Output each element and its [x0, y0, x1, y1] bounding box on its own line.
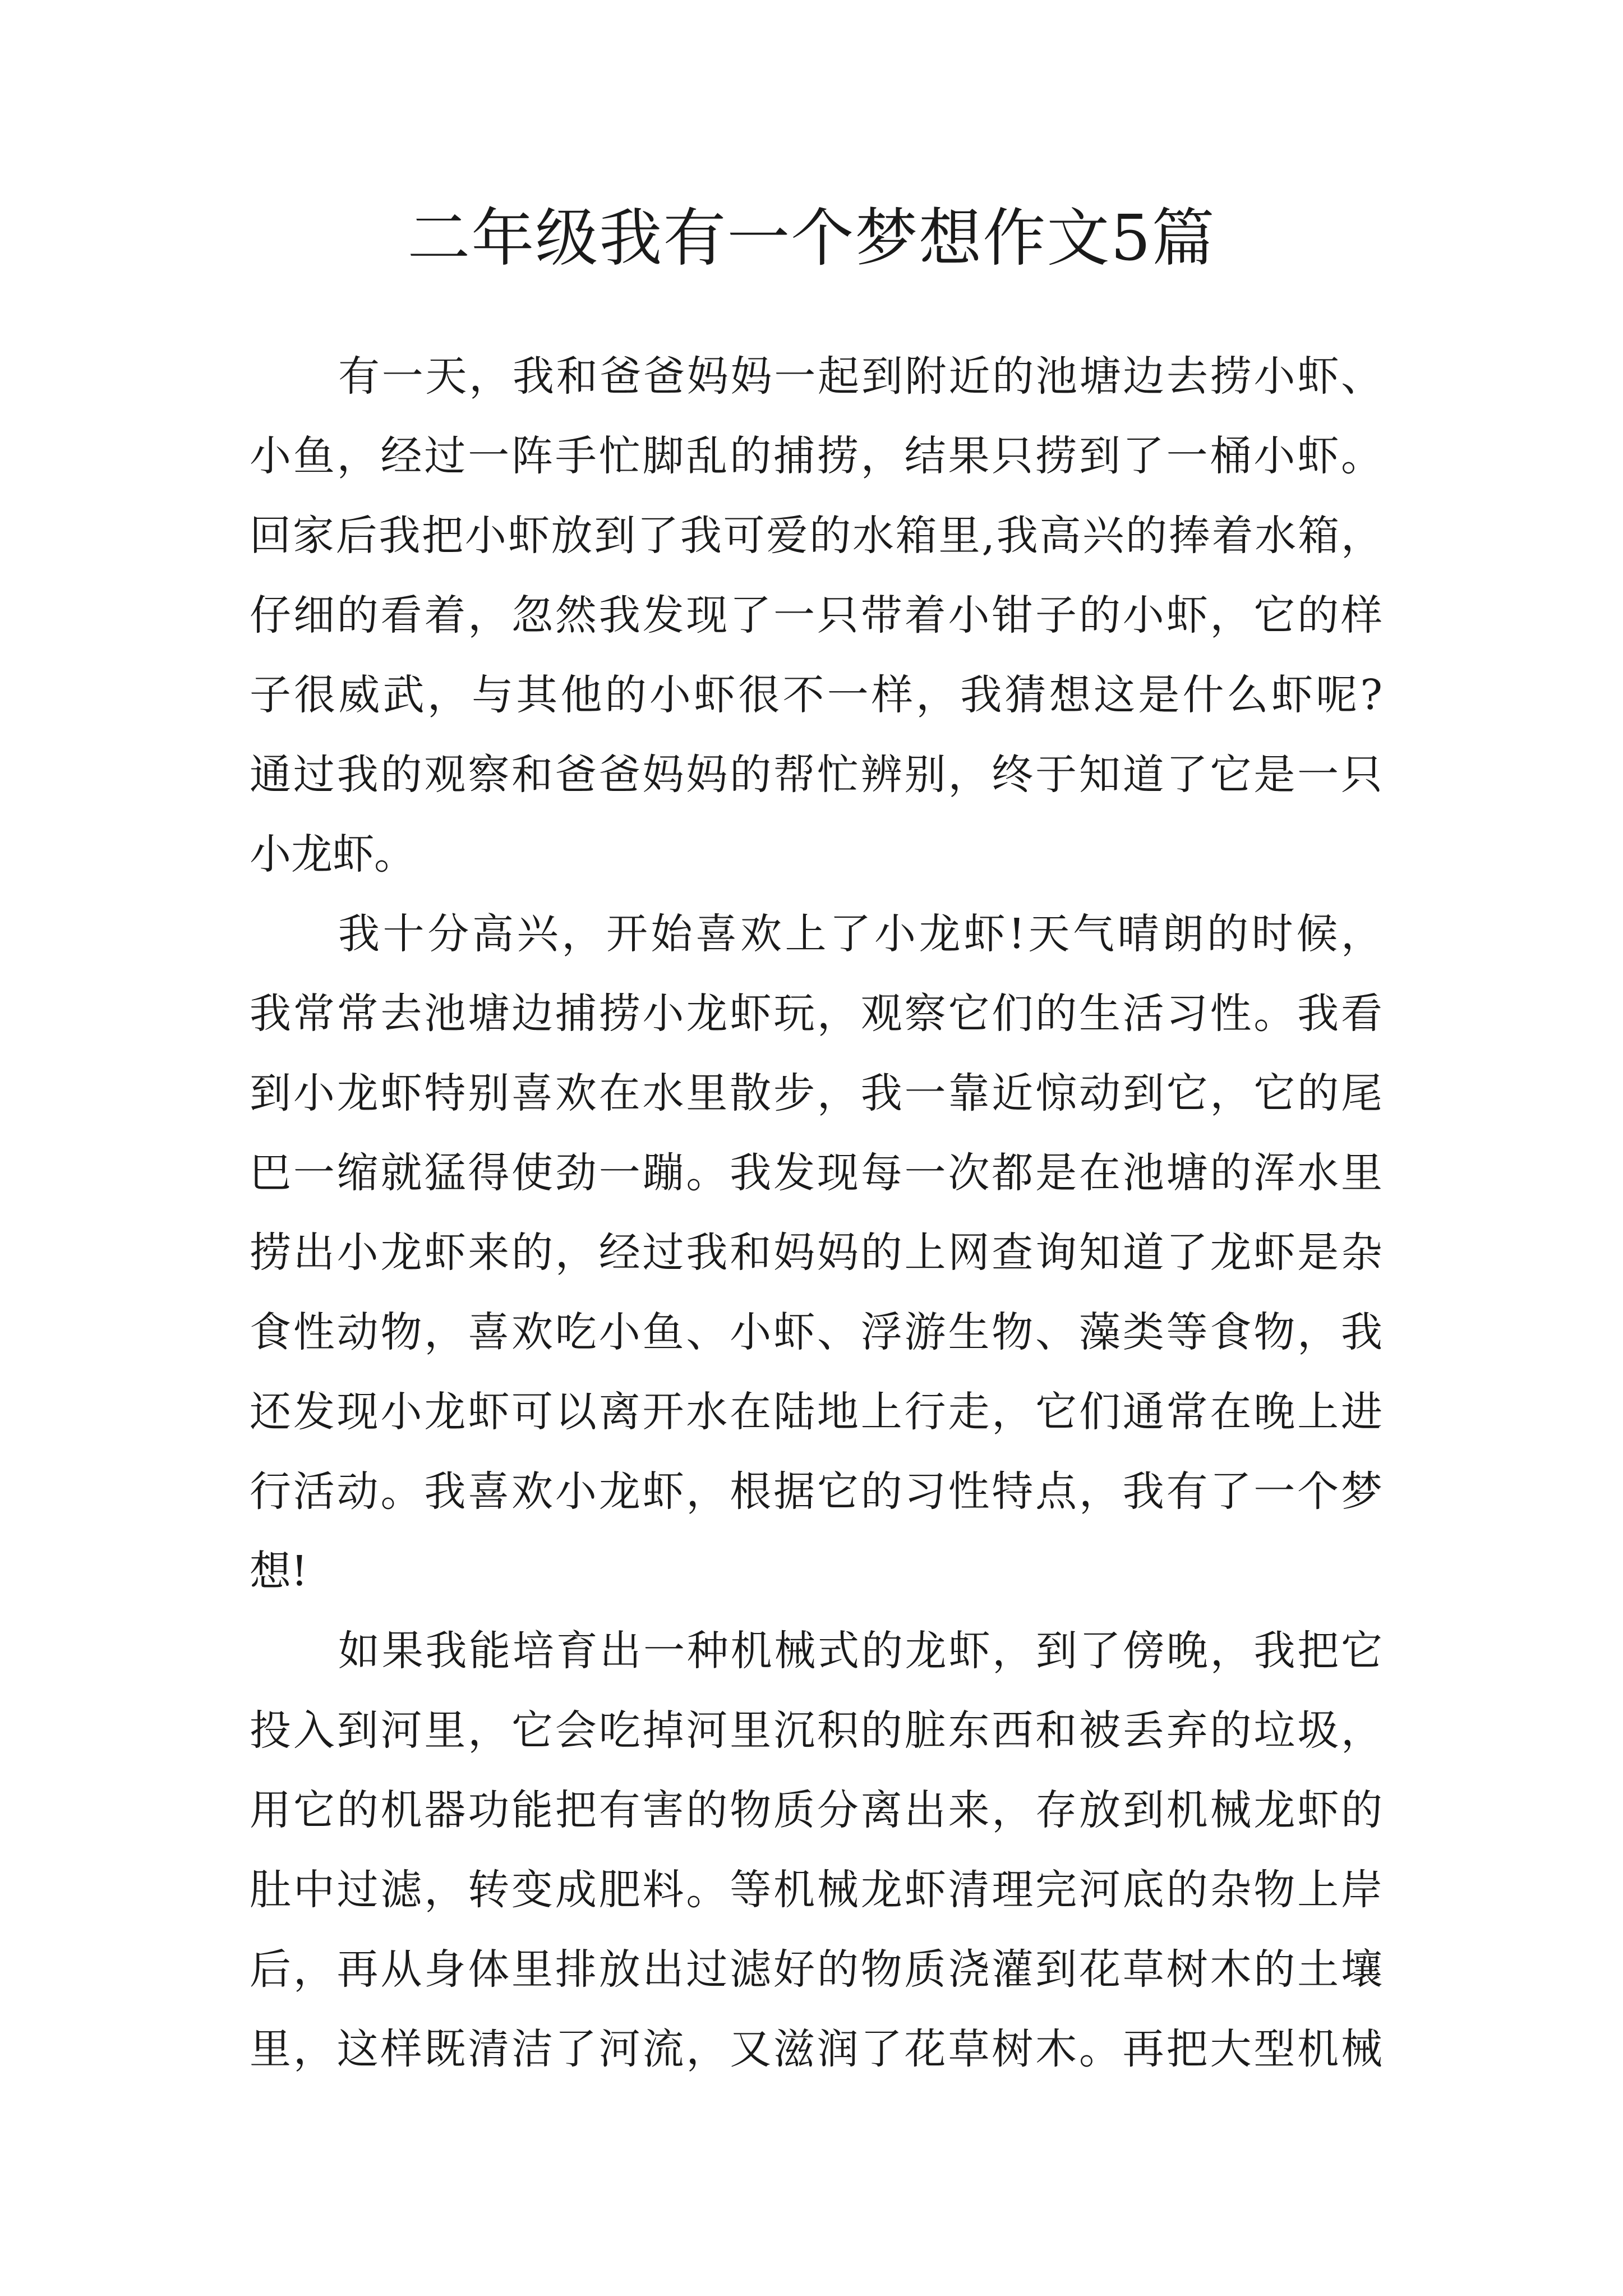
paragraph-2-line-8: 行活动。我喜欢小龙虾，根据它的习性特点，我有了一个梦	[250, 1467, 1382, 1516]
paragraph-2-line-1: 我十分高兴，开始喜欢上了小龙虾!天气晴朗的时候，	[338, 910, 1382, 958]
paragraph-1-line-7: 小龙虾。	[250, 830, 416, 878]
paragraph-1-line-2: 小鱼，经过一阵手忙脚乱的捕捞，结果只捞到了一桶小虾。	[250, 432, 1382, 480]
document-title: 二年级我有一个梦想作文5篇	[407, 202, 1216, 275]
paragraph-1-line-1: 有一天，我和爸爸妈妈一起到附近的池塘边去捞小虾、	[338, 352, 1382, 401]
paragraph-2-line-7: 还发现小龙虾可以离开水在陆地上行走，它们通常在晚上进	[250, 1388, 1382, 1436]
document-body	[250, 337, 1382, 2089]
paragraph-2-line-4: 巴一缩就猛得使劲一蹦。我发现每一次都是在池塘的浑水里	[250, 1149, 1382, 1197]
paragraph-2-line-6: 食性动物，喜欢吃小鱼、小虾、浮游生物、藻类等食物，我	[250, 1308, 1382, 1356]
paragraph-3-line-3: 用它的机器功能把有害的物质分离出来，存放到机械龙虾的	[250, 1786, 1382, 1834]
paragraph-2-line-5: 捞出小龙虾来的，经过我和妈妈的上网查询知道了龙虾是杂	[250, 1228, 1382, 1277]
paragraph-1-line-3: 回家后我把小虾放到了我可爱的水箱里,我高兴的捧着水箱，	[250, 512, 1382, 560]
paragraph-3-line-4: 肚中过滤，转变成肥料。等机械龙虾清理完河底的杂物上岸	[250, 1866, 1382, 1914]
paragraph-3-line-2: 投入到河里，它会吃掉河里沉积的脏东西和被丢弃的垃圾，	[250, 1706, 1382, 1755]
paragraph-1-line-5: 子很威武，与其他的小虾很不一样，我猜想这是什么虾呢?	[250, 671, 1382, 719]
paragraph-1-line-6: 通过我的观察和爸爸妈妈的帮忙辨别，终于知道了它是一只	[250, 751, 1382, 799]
paragraph-1-line-4: 仔细的看着，忽然我发现了一只带着小钳子的小虾，它的样	[250, 591, 1382, 639]
paragraph-2-line-2: 我常常去池塘边捕捞小龙虾玩，观察它们的生活习性。我看	[250, 990, 1382, 1038]
paragraph-2-line-3: 到小龙虾特别喜欢在水里散步，我一靠近惊动到它，它的尾	[250, 1069, 1382, 1117]
paragraph-2-line-9: 想!	[250, 1547, 308, 1595]
paragraph-3-line-6: 里，这样既清洁了河流，又滋润了花草树木。再把大型机械	[250, 2025, 1382, 2073]
paragraph-3-line-5: 后，再从身体里排放出过滤好的物质浇灌到花草树木的土壤	[250, 1945, 1382, 1994]
paragraph-3-line-1: 如果我能培育出一种机械式的龙虾，到了傍晚，我把它	[338, 1627, 1382, 1675]
